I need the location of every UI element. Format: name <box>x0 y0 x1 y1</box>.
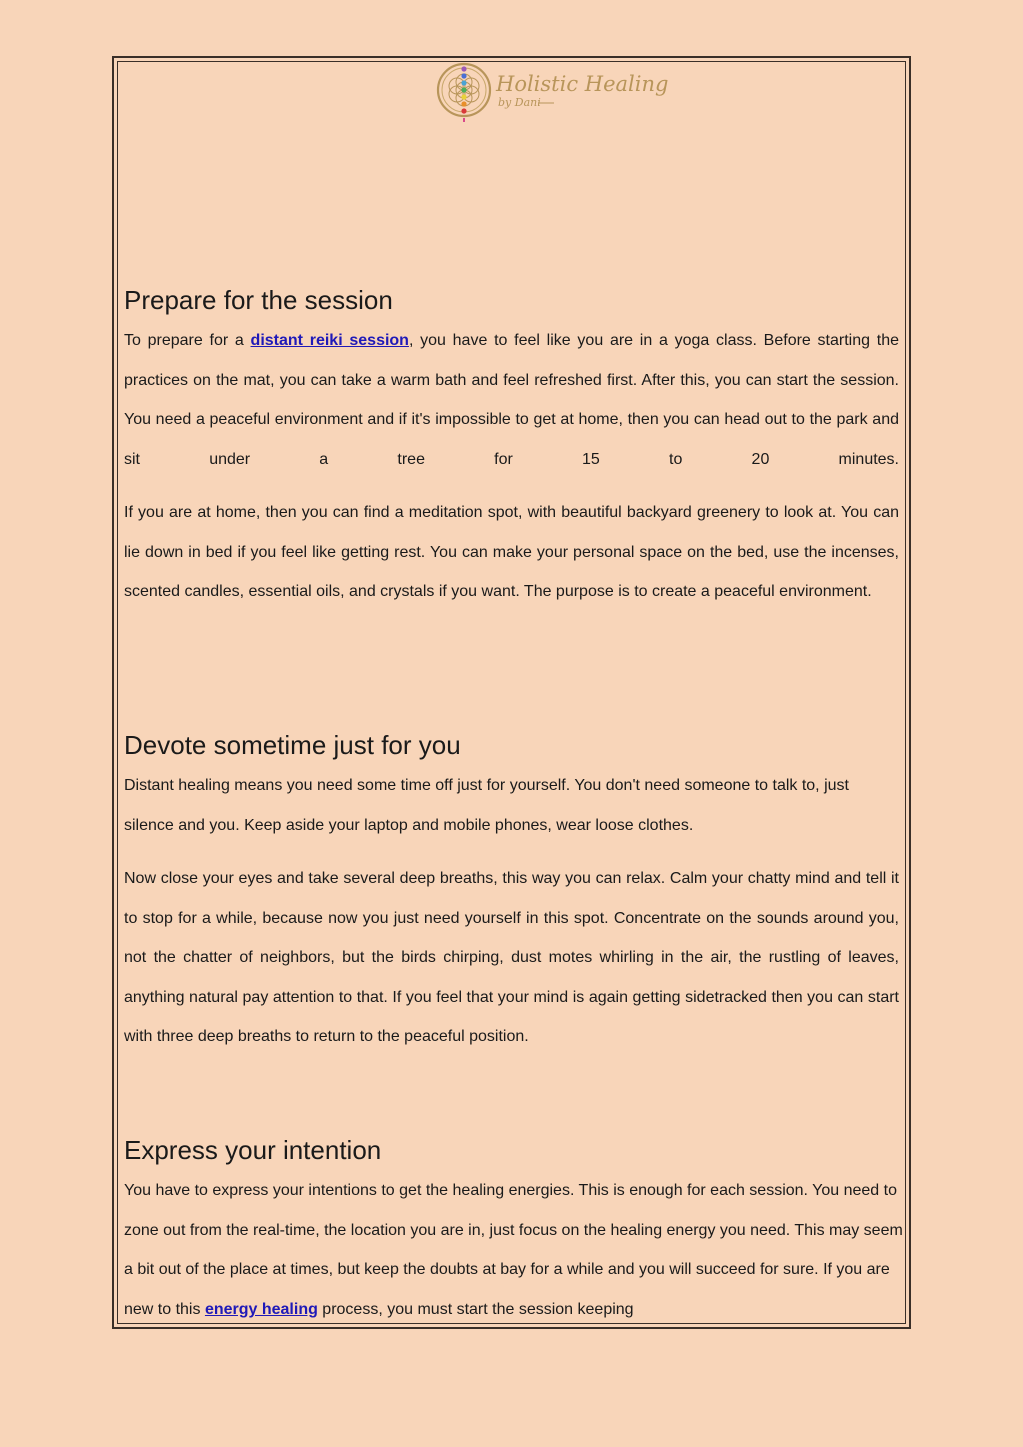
paragraph-devote-2: Now close your eyes and take several deep breaths, this way you can relax. Calm your chatty mind and tell it to stop for a while, because now you just need yourself in this spot. Concentrate on the sounds around you, not the chatter of neighbors, but the birds chirping, dust motes whirling in the air, the rustling of leaves, anything natural pay attention to that. If you feel that your mind is again getting sidetracked then you can start with three deep breaths to return to the peaceful position. <box>124 870 899 1046</box>
paragraph-text: process, you must start the session keeping <box>317 1300 634 1318</box>
paragraph-text: , you have to feel like you are in a yoga class. Before starting the practices on the mat, you can take a warm bath and feel refreshed first. After this, you can start the session. You need a peaceful environment and if it's impossible to get at home, then you can head out to the park and sit under a tree for 15 to 20 minutes. <box>124 332 899 468</box>
paragraph-devote-1: Distant healing means you need some time off just for yourself. You don't need someone to talk to, just silence and you. Keep aside your laptop and mobile phones, wear loose clothes. <box>124 777 849 834</box>
paragraph-prepare-2: If you are at home, then you can find a meditation spot, with beautiful backyard greenery to look at. You can lie down in bed if you feel like getting rest. You can make your personal space on the bed, use the incenses, scented candles, essential oils, and crystals if you want. The purpose is to create a peaceful environment. <box>124 504 899 601</box>
flower-of-life-icon <box>438 64 490 122</box>
holistic-healing-logo <box>436 58 669 122</box>
logo-title: Holistic Healing <box>496 72 669 96</box>
section-heading-devote: Devote sometime just for you <box>124 730 461 760</box>
paragraph-prepare-1 <box>124 321 899 479</box>
section-heading-express: Express your intention <box>124 1135 382 1165</box>
link-energy-healing[interactable]: energy healing <box>204 1300 318 1318</box>
section-heading-prepare: Prepare for the session <box>124 285 393 315</box>
paragraph-text: You have to express your intentions to get the healing energies. This is enough for each session. You need to zone out from the real-time, the location you are in, just focus on the healing energy you need. This may seem a bit out of the place at times, but keep the doubts at bay for a while and you will succeed for sure. If you are new to this <box>124 1182 903 1318</box>
paragraph-text: To prepare for a <box>124 332 251 349</box>
link-distant-reiki-session[interactable]: distant reiki session <box>250 332 409 349</box>
logo-subtitle: by Dani <box>498 96 541 109</box>
paragraph-express-1 <box>124 1171 906 1329</box>
